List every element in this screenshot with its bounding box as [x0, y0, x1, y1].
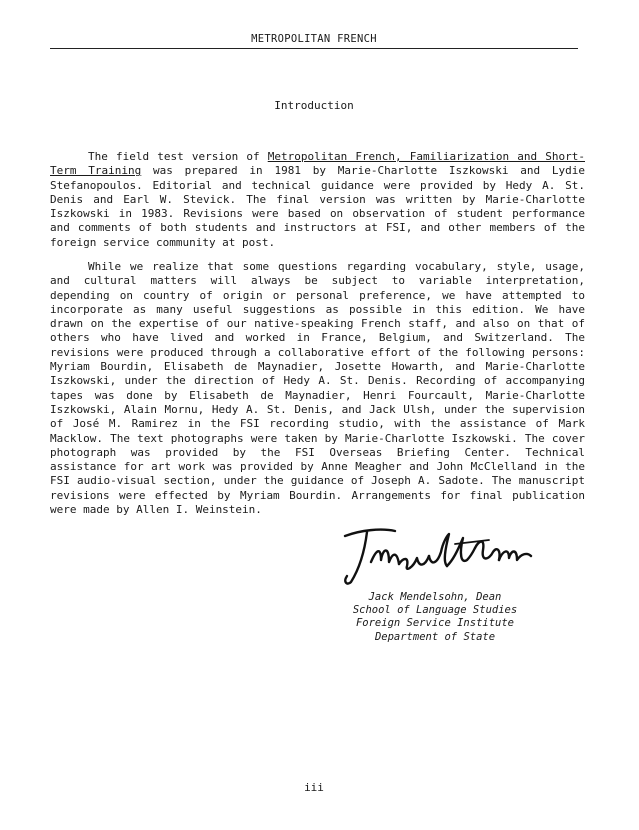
header-rule: [50, 48, 578, 49]
handwritten-signature: [337, 522, 537, 588]
signer-name: Jack Mendelsohn, Dean: [368, 591, 502, 603]
book-title: Metropolitan French, Familiarization and Short-Term Training: [50, 150, 585, 178]
intro-paragraph-2: [50, 260, 585, 517]
section-title: Introduction: [274, 99, 354, 112]
running-head: METROPOLITAN FRENCH: [251, 33, 377, 45]
page-number: iii: [304, 781, 324, 794]
paragraph-1-lead: The field test version of: [88, 150, 268, 163]
paragraph-1-rest: was prepared in 1981 by Marie-Charlotte Iszkowski and Lydie Stefanopoulos. Editorial and technical guidance were provided by Hedy A. St. Denis and Earl W. Stevick. The final version was written by Marie-Charlotte Iszkowski in 1983. Revisions were based on observation of student performance and comments of both students and instructors at FSI, and other members of the foreign service community at post.: [50, 164, 585, 249]
signature-block: [300, 591, 570, 644]
paragraph-2-text: While we realize that some questions regarding vocabulary, style, usage, and cultural matters will always be subject to variable interpretation, depending on country of origin or personal preference, we have attempted to incorporate as many useful suggestions as possible in this edition. We have drawn on the expertise of our native-speaking French staff, and also on that of others who have lived and worked in France, Belgium, and Switzerland. The revisions were produced through a collaborative effort of the following persons: Myriam Bourdin, Elisabeth de Maynadier, Josette Howarth, and Marie-Charlotte Iszkowski, under the direction of Hedy A. St. Denis. Recording of accompanying tapes was done by Elisabeth de Maynadier, Henri Fourcault, Marie-Charlotte Iszkowski, Alain Mornu, Hedy A. St. Denis, and Jack Ulsh, under the supervision of José M. Ramirez in the FSI recording studio, with the assistance of Mark Macklow. The text photographs were taken by Marie-Charlotte Iszkowski. The cover photograph was provided by the FSI Overseas Briefing Center. Technical assistance for art work was provided by Anne Meagher and John McClelland in the FSI audio-visual section, under the guidance of Joseph A. Sadote. The manuscript revisions were effected by Myriam Bourdin. Arrangements for final publication were made by Allen I. Weinstein.: [50, 260, 585, 517]
signer-institute: Foreign Service Institute: [355, 617, 515, 630]
signer-school: School of Language Studies: [352, 604, 518, 617]
signer-department: Department of State: [374, 630, 496, 643]
intro-paragraph-1: [50, 150, 585, 250]
